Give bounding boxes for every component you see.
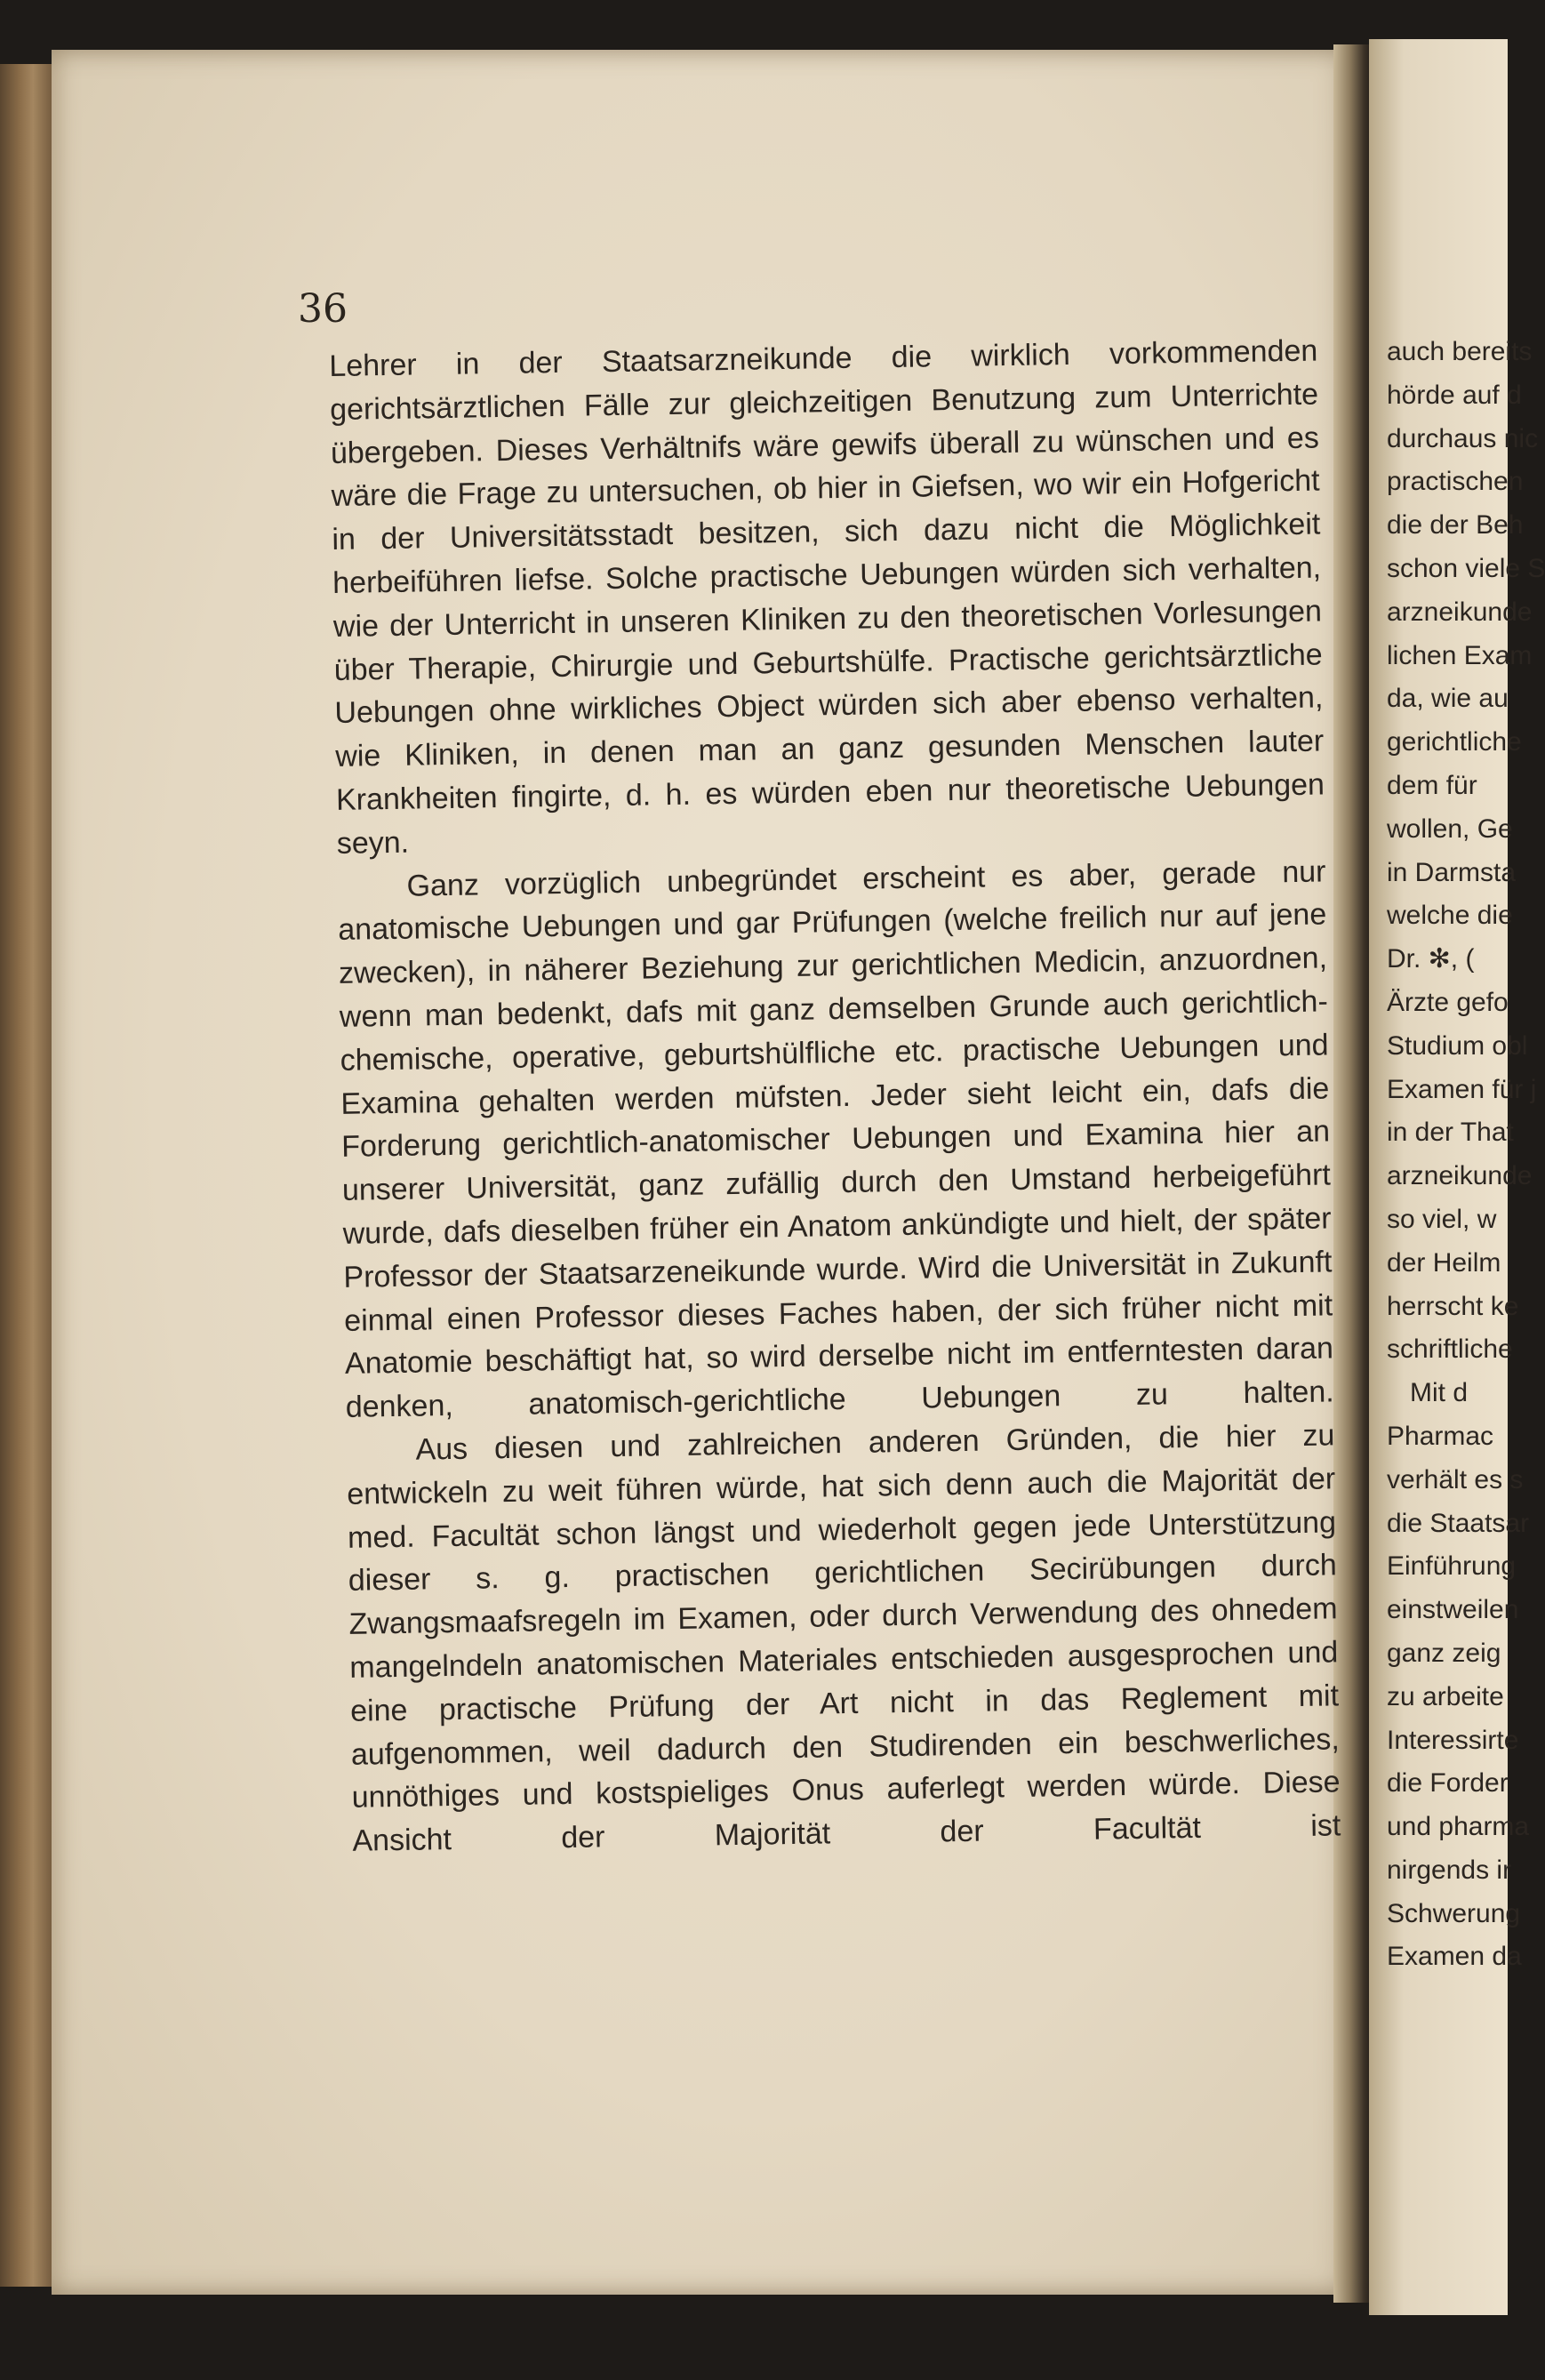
right-line: der Heilm <box>1387 1247 1501 1278</box>
right-line: Examen da <box>1387 1942 1522 1972</box>
right-line: Ärzte gefo <box>1387 987 1509 1017</box>
paragraph-3: Aus diesen und zahlreichen anderen Gründen, die hier zu entwickeln zu weit führen würde, hat sich denn auch die Majorität der med. Facultät schon längst und wiederholt gegen jede Unterstützung dieser s. g. practischen gerichtlichen Secirübungen durch Zwangsmaafsregeln im Examen, oder durch Verwendung des ohnedem mangelndeln anatomischen Materiales entschieden ausgesprochen und eine practische Prüfung der Art nicht in das Reglement mit aufgenommen, weil dadurch den Studirenden ein beschwerliches, unnöthiges und kostspieliges Onus auferlegt werden würde. Diese Ansicht der Majorität der Facultät ist <box>347 1418 1341 1858</box>
right-line: einstweilen <box>1387 1595 1519 1625</box>
page-number: 36 <box>298 286 348 332</box>
right-line: Studium obl <box>1387 1030 1528 1061</box>
right-line: da, wie au <box>1387 684 1509 714</box>
right-line: die der Beh <box>1387 510 1524 541</box>
right-line: so viel, w <box>1387 1204 1497 1234</box>
right-line: welche die <box>1387 901 1513 931</box>
right-line: hörde auf d <box>1387 380 1522 410</box>
right-line: practischen <box>1387 467 1524 497</box>
right-line: schriftliche <box>1387 1334 1513 1365</box>
right-line: nirgends ir <box>1387 1855 1512 1885</box>
paragraph-1: Lehrer in der Staatsarzneikunde die wirklich vorkommenden gerichtsärztlichen Fälle zur gleichzeitigen Benutzung zum Unterrichte übergeben. Dieses Verhältnifs wäre gewifs überall zu wünschen und es wäre die Frage zu untersuchen, ob hier in Giefsen, wo wir ein Hofgericht in der Universitätsstadt besitzen, sich dazu nicht die Möglichkeit herbeiführen liefse. Solche practische Uebungen würden sich verhalten, wie der Unterricht in unseren Kliniken zu den theoretischen Vorlesungen über Therapie, Chirurgie und Geburtshülfe. Practische gerichtsärztliche Uebungen ohne wirkliches Object würden sich aber ebenso verhalten, wie Kliniken, in denen man an ganz gesunden Menschen lauter Krankheiten fingirte, d. h. es würden eben nur theoretische Uebungen seyn. <box>329 333 1325 861</box>
right-line: wollen, Ge <box>1387 813 1513 844</box>
right-line: arzneikunde <box>1387 597 1533 627</box>
right-page-fragment <box>1387 331 1545 1979</box>
right-line: in Darmsta <box>1387 857 1517 887</box>
right-line: Einführung <box>1387 1551 1517 1582</box>
right-line: auch bereits <box>1387 337 1533 366</box>
right-line: arzneikunde <box>1387 1161 1533 1191</box>
right-line: Pharmac <box>1387 1421 1494 1451</box>
left-page-body <box>329 330 1341 1863</box>
right-line: durchaus nic <box>1387 423 1539 453</box>
right-line: verhält es s <box>1387 1464 1524 1495</box>
right-line: in der That <box>1387 1118 1514 1148</box>
right-line: zu arbeite <box>1387 1681 1504 1711</box>
right-line: Schwerung <box>1387 1898 1521 1928</box>
right-line: die Staatsar <box>1387 1508 1530 1538</box>
right-line: Dr. ✻, ( <box>1387 944 1475 974</box>
right-line: Interessirte <box>1387 1725 1519 1755</box>
right-line: lichen Exam <box>1387 640 1533 670</box>
right-line: dem für <box>1387 770 1477 800</box>
book-edge <box>0 64 55 2287</box>
right-line: gerichtliche <box>1387 727 1522 757</box>
right-line: herrscht ke <box>1387 1291 1519 1321</box>
right-line: und pharma <box>1387 1812 1530 1842</box>
right-line: Examen für j <box>1387 1074 1537 1104</box>
right-line: schon viele S <box>1387 553 1545 583</box>
right-line: ganz zeig <box>1387 1638 1501 1668</box>
right-line: Mit d <box>1410 1378 1469 1408</box>
paragraph-2: Ganz vorzüglich unbegründet erscheint es aber, gerade nur anatomische Uebungen und gar Prüfungen (welche freilich nur auf jene zwecken), in näherer Beziehung zur gerichtlichen Medicin, anzuordnen, wenn man bedenkt, dafs mit ganz demselben Grunde auch gerichtlich-chemische, operative, geburtshülfliche etc. practische Uebungen und Examina gehalten werden müfsten. Jeder sieht leicht ein, dafs die Forderung gerichtlich-anatomischer Uebungen und Examina hier an unserer Universität, ganz zufällig durch den Umstand herbeigeführt wurde, dafs dieselben früher ein Anatom ankündigte und hielt, der später Professor der Staatsarzeneikunde wurde. Wird die Universität in Zukunft einmal einen Professor dieses Faches haben, der sich früher nicht mit Anatomie beschäftigt hat, so wird derselbe nicht im entferntesten daran denken, anatomisch-gerichtliche Uebungen zu halten. <box>338 854 1334 1424</box>
right-line: die Forder <box>1387 1768 1509 1799</box>
